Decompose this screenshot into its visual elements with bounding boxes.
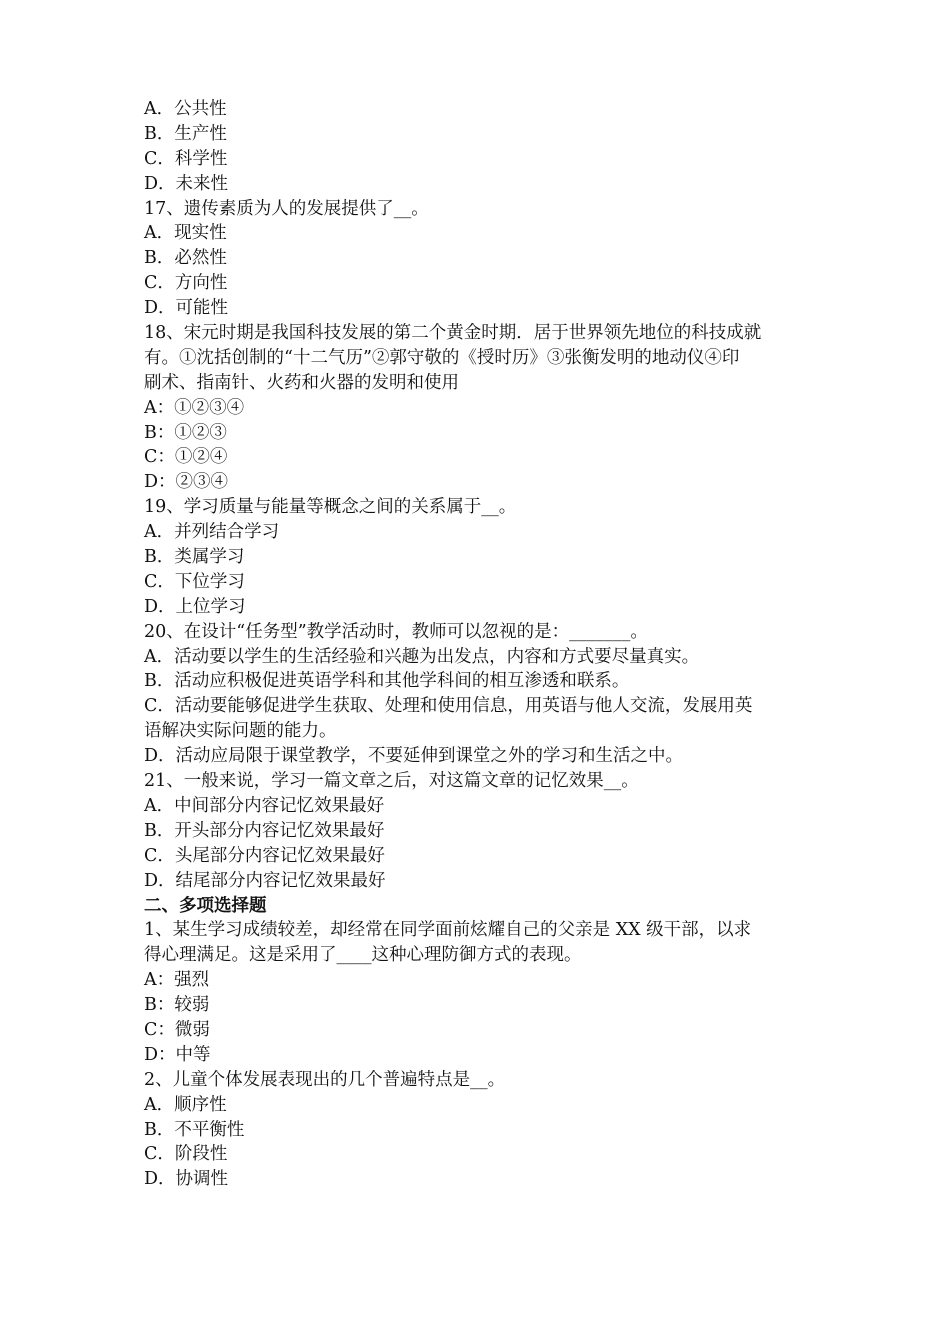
question-19: 19、学习质量与能量等概念之间的关系属于__。 xyxy=(144,497,517,518)
option-line: C．阶段性 xyxy=(144,1144,228,1165)
option-line: B：较弱 xyxy=(144,995,210,1016)
multi-question-2: 2、儿童个体发展表现出的几个普遍特点是__。 xyxy=(144,1069,506,1090)
option-line: A．公共性 xyxy=(144,99,227,119)
option-line: A．现实性 xyxy=(144,223,227,244)
option-line: B．必然性 xyxy=(144,248,227,269)
option-line: B．开头部分内容记忆效果最好 xyxy=(144,820,385,841)
option-line: C．头尾部分内容记忆效果最好 xyxy=(144,845,385,866)
option-line: A．顺序性 xyxy=(144,1094,227,1115)
option-line: C：①②④ xyxy=(144,447,228,468)
question-20: 20、在设计“任务型”教学活动时，教师可以忽视的是：_______。 xyxy=(144,621,648,642)
option-line: A．中间部分内容记忆效果最好 xyxy=(144,795,385,816)
option-line: D．可能性 xyxy=(144,298,229,319)
option-line: D：中等 xyxy=(144,1044,211,1065)
option-line: A：①②③④ xyxy=(144,397,245,418)
option-line: C：微弱 xyxy=(144,1019,210,1040)
option-line: B．生产性 xyxy=(144,123,227,144)
option-line: D．协调性 xyxy=(144,1169,229,1190)
question-18-cont: 刷术、指南针、火药和火器的发明和使用 xyxy=(144,372,459,393)
option-line: B．活动应积极促进英语学科和其他学科间的相互渗透和联系。 xyxy=(144,671,630,692)
section-heading: 二、多项选择题 xyxy=(144,895,267,916)
multi-question-1: 1、某生学习成绩较差，却经常在同学面前炫耀自己的父亲是 XX 级干部，以求 xyxy=(144,920,752,941)
option-line: A：强烈 xyxy=(144,970,210,991)
option-line: C．下位学习 xyxy=(144,571,245,592)
option-line: A．并列结合学习 xyxy=(144,522,280,543)
question-18-cont: 有。①沈括创制的“十二气历”②郭守敬的《授时历》③张衡发明的地动仪④印 xyxy=(144,347,740,368)
option-line: D．活动应局限于课堂教学，不要延伸到课堂之外的学习和生活之中。 xyxy=(144,746,684,767)
document-body xyxy=(144,97,824,1192)
option-line: D．未来性 xyxy=(144,173,229,194)
question-21: 21、一般来说，学习一篇文章之后，对这篇文章的记忆效果__。 xyxy=(144,771,639,792)
multi-question-1-cont: 得心理满足。这是采用了____这种心理防御方式的表现。 xyxy=(144,945,582,966)
option-line: B．类属学习 xyxy=(144,547,245,568)
option-line: D：②③④ xyxy=(144,472,229,493)
option-line: D．结尾部分内容记忆效果最好 xyxy=(144,870,386,891)
question-18: 18、宋元时期是我国科技发展的第二个黄金时期．居于世界领先地位的科技成就 xyxy=(144,323,762,344)
question-17: 17、遗传素质为人的发展提供了__。 xyxy=(144,198,429,219)
option-line: B．不平衡性 xyxy=(144,1119,245,1140)
option-line: C．活动要能够促进学生获取、处理和使用信息，用英语与他人交流，发展用英 xyxy=(144,696,753,717)
option-line: C．方向性 xyxy=(144,273,228,294)
option-line: C．科学性 xyxy=(144,148,228,169)
option-line: A．活动要以学生的生活经验和兴趣为出发点，内容和方式要尽量真实。 xyxy=(144,646,700,667)
option-line: B：①②③ xyxy=(144,422,227,443)
option-line-cont: 语解决实际问题的能力。 xyxy=(144,721,337,742)
option-line: D．上位学习 xyxy=(144,596,246,617)
